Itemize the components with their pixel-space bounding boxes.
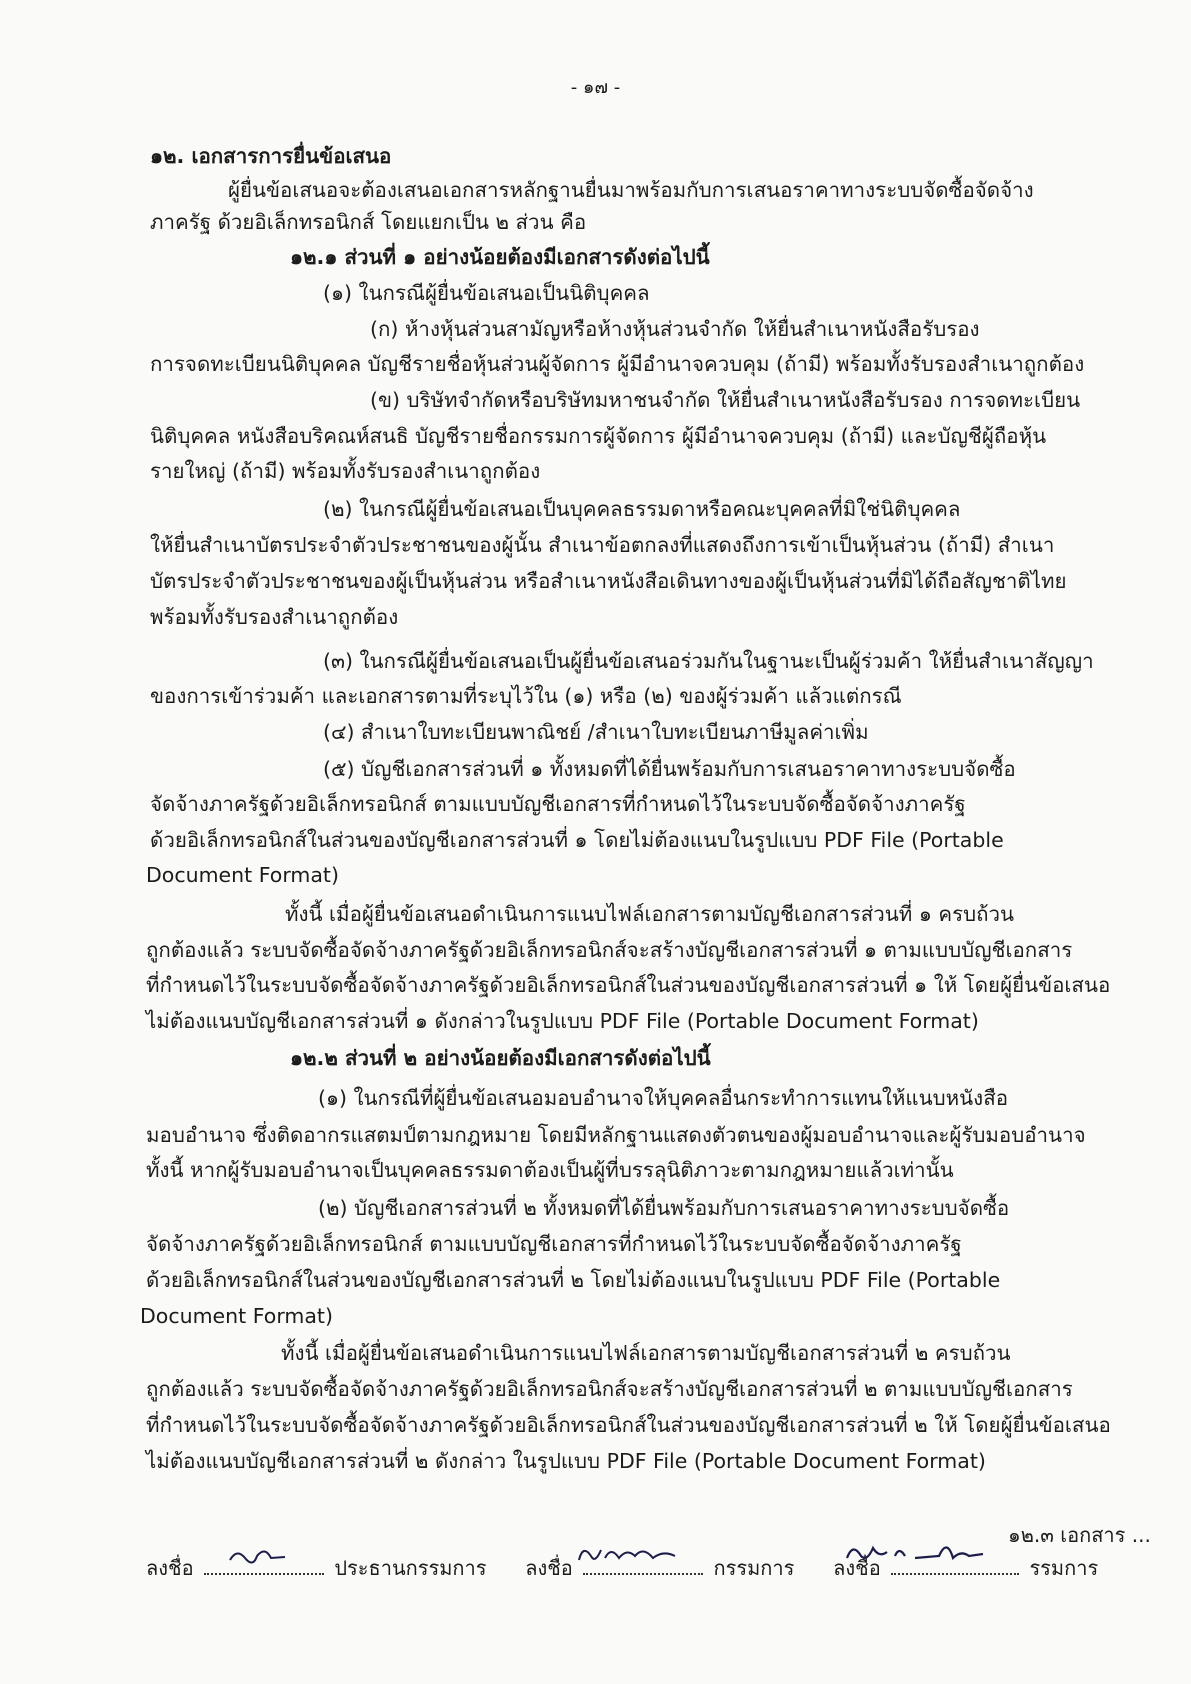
paragraph-line: (๒) บัญชีเอกสารส่วนที่ ๒ ทั้งหมดที่ได้ยื่นพร้อมกับการเสนอราคาทางระบบจัดซื้อ xyxy=(318,1196,1010,1220)
paragraph-line: ที่กำหนดไว้ในระบบจัดซื้อจัดจ้างภาครัฐด้วยอิเล็กทรอนิกส์ในส่วนของบัญชีเอกสารส่วนที่ ๑ ให้ โดยผู้ยื่นข้อเสนอ xyxy=(146,973,1111,997)
paragraph-line: ด้วยอิเล็กทรอนิกส์ในส่วนของบัญชีเอกสารส่วนที่ ๑ โดยไม่ต้องแนบในรูปแบบ PDF File (Portable xyxy=(150,828,1004,852)
signature-scribble-member-1 xyxy=(575,1536,685,1568)
paragraph-line: (๑) ในกรณีที่ผู้ยื่นข้อเสนอมอบอำนาจให้บุคคลอื่นกระทำการแทนให้แนบหนังสือ xyxy=(318,1086,1009,1110)
paragraph-line: ให้ยื่นสำเนาบัตรประจำตัวประชาชนของผู้นั้น สำเนาข้อตกลงที่แสดงถึงการเข้าเป็นหุ้นส่วน (ถ้ามี) สำเนา xyxy=(150,533,1055,557)
paragraph-line: (ข) บริษัทจำกัดหรือบริษัทมหาชนจำกัด ให้ยื่นสำเนาหนังสือรับรอง การจดทะเบียน xyxy=(370,388,1081,412)
paragraph-line: Document Format) xyxy=(140,1304,333,1328)
paragraph-line: ของการเข้าร่วมค้า และเอกสารตามที่ระบุไว้ใน (๑) หรือ (๒) ของผู้ร่วมค้า แล้วแต่กรณี xyxy=(150,684,902,708)
paragraph-line: จัดจ้างภาครัฐด้วยอิเล็กทรอนิกส์ ตามแบบบัญชีเอกสารที่กำหนดไว้ในระบบจัดซื้อจัดจ้างภาครัฐ xyxy=(150,792,966,816)
paragraph-line: ถูกต้องแล้ว ระบบจัดซื้อจัดจ้างภาครัฐด้วยอิเล็กทรอนิกส์จะสร้างบัญชีเอกสารส่วนที่ ๒ ตามแบบบัญชีเอกสาร xyxy=(146,1377,1073,1401)
signature-scribble-member-2 xyxy=(843,1532,993,1568)
paragraph-line: ทั้งนี้ เมื่อผู้ยื่นข้อเสนอดำเนินการแนบไฟล์เอกสารตามบัญชีเอกสารส่วนที่ ๒ ครบถ้วน xyxy=(281,1341,1011,1365)
paragraph-line: พร้อมทั้งรับรองสำเนาถูกต้อง xyxy=(150,605,399,629)
page-number: - ๑๗ - xyxy=(570,77,621,98)
paragraph-line: ไม่ต้องแนบบัญชีเอกสารส่วนที่ ๑ ดังกล่าวในรูปแบบ PDF File (Portable Document Format) xyxy=(146,1009,979,1033)
paragraph-line: ภาครัฐ ด้วยอิเล็กทรอนิกส์ โดยแยกเป็น ๒ ส่วน คือ xyxy=(150,210,587,234)
role-member-2: รรมการ xyxy=(1029,1556,1099,1580)
paragraph-line: (๔) สำเนาใบทะเบียนพาณิชย์ /สำเนาใบทะเบียนภาษีมูลค่าเพิ่ม xyxy=(323,720,869,744)
paragraph-line: (๒) ในกรณีผู้ยื่นข้อเสนอเป็นบุคคลธรรมดาหรือคณะบุคคลที่มิใช่นิติบุคคล xyxy=(323,497,961,521)
paragraph-line: ทั้งนี้ เมื่อผู้ยื่นข้อเสนอดำเนินการแนบไฟล์เอกสารตามบัญชีเอกสารส่วนที่ ๑ ครบถ้วน xyxy=(285,902,1015,926)
paragraph-line: รายใหญ่ (ถ้ามี) พร้อมทั้งรับรองสำเนาถูกต้อง xyxy=(150,459,541,483)
paragraph-line: การจดทะเบียนนิติบุคคล บัญชีรายชื่อหุ้นส่วนผู้จัดการ ผู้มีอำนาจควบคุม (ถ้ามี) พร้อมทั้งรับรองสำเนาถูกต้อง xyxy=(150,352,1085,376)
role-chair: ประธานกรรมการ xyxy=(334,1556,487,1580)
sign-label-2: ลงชื่อ xyxy=(525,1556,573,1580)
subsection-heading-12-1: ๑๒.๑ ส่วนที่ ๑ อย่างน้อยต้องมีเอกสารดังต่อไปนี้ xyxy=(290,245,710,269)
signature-scribble-chair xyxy=(225,1538,295,1568)
paragraph-line: (๓) ในกรณีผู้ยื่นข้อเสนอเป็นผู้ยื่นข้อเสนอร่วมกันในฐานะเป็นผู้ร่วมค้า ให้ยื่นสำเนาสัญญา xyxy=(323,649,1094,673)
sign-label-3: ลงชื่อ xyxy=(833,1556,881,1580)
paragraph-line: ด้วยอิเล็กทรอนิกส์ในส่วนของบัญชีเอกสารส่วนที่ ๒ โดยไม่ต้องแนบในรูปแบบ PDF File (Portable xyxy=(146,1268,1001,1292)
paragraph-line: ที่กำหนดไว้ในระบบจัดซื้อจัดจ้างภาครัฐด้วยอิเล็กทรอนิกส์ในส่วนของบัญชีเอกสารส่วนที่ ๒ ให้ โดยผู้ยื่นข้อเสนอ xyxy=(146,1413,1111,1437)
paragraph-line: ผู้ยื่นข้อเสนอจะต้องเสนอเอกสารหลักฐานยื่นมาพร้อมกับการเสนอราคาทางระบบจัดซื้อจัดจ้าง xyxy=(228,178,1034,202)
paragraph-line: (ก) ห้างหุ้นส่วนสามัญหรือห้างหุ้นส่วนจำกัด ให้ยื่นสำเนาหนังสือรับรอง xyxy=(370,317,980,341)
sign-label-1: ลงชื่อ xyxy=(146,1556,194,1580)
paragraph-line: (๑) ในกรณีผู้ยื่นข้อเสนอเป็นนิติบุคคล xyxy=(323,281,650,305)
paragraph-line: Document Format) xyxy=(146,863,339,887)
role-member-1: กรรมการ xyxy=(713,1556,795,1580)
subsection-heading-12-2: ๑๒.๒ ส่วนที่ ๒ อย่างน้อยต้องมีเอกสารดังต่อไปนี้ xyxy=(290,1046,711,1070)
next-page-reference: ๑๒.๓ เอกสาร ... xyxy=(1008,1523,1151,1547)
paragraph-line: (๕) บัญชีเอกสารส่วนที่ ๑ ทั้งหมดที่ได้ยื่นพร้อมกับการเสนอราคาทางระบบจัดซื้อ xyxy=(323,757,1016,781)
paragraph-line: ไม่ต้องแนบบัญชีเอกสารส่วนที่ ๒ ดังกล่าว ในรูปแบบ PDF File (Portable Document Format) xyxy=(146,1449,986,1473)
paragraph-line: ทั้งนี้ หากผู้รับมอบอำนาจเป็นบุคคลธรรมดาต้องเป็นผู้ที่บรรลุนิติภาวะตามกฎหมายแล้วเท่านั้น xyxy=(146,1158,954,1182)
paragraph-line: จัดจ้างภาครัฐด้วยอิเล็กทรอนิกส์ ตามแบบบัญชีเอกสารที่กำหนดไว้ในระบบจัดซื้อจัดจ้างภาครัฐ xyxy=(146,1232,962,1256)
paragraph-line: บัตรประจำตัวประชาชนของผู้เป็นหุ้นส่วน หรือสำเนาหนังสือเดินทางของผู้เป็นหุ้นส่วนที่มิได้ถือสัญชาติไทย xyxy=(150,569,1067,593)
paragraph-line: ถูกต้องแล้ว ระบบจัดซื้อจัดจ้างภาครัฐด้วยอิเล็กทรอนิกส์จะสร้างบัญชีเอกสารส่วนที่ ๑ ตามแบบบัญชีเอกสาร xyxy=(146,938,1073,962)
paragraph-line: นิติบุคคล หนังสือบริคณห์สนธิ บัญชีรายชื่อกรรมการผู้จัดการ ผู้มีอำนาจควบคุม (ถ้ามี) และบัญชีผู้ถือหุ้น xyxy=(150,424,1047,448)
section-heading-12: ๑๒. เอกสารการยื่นข้อเสนอ xyxy=(150,144,392,168)
paragraph-line: มอบอำนาจ ซึ่งติดอากรแสตมป์ตามกฎหมาย โดยมีหลักฐานแสดงตัวตนของผู้มอบอำนาจและผู้รับมอบอำนาจ xyxy=(146,1123,1086,1147)
